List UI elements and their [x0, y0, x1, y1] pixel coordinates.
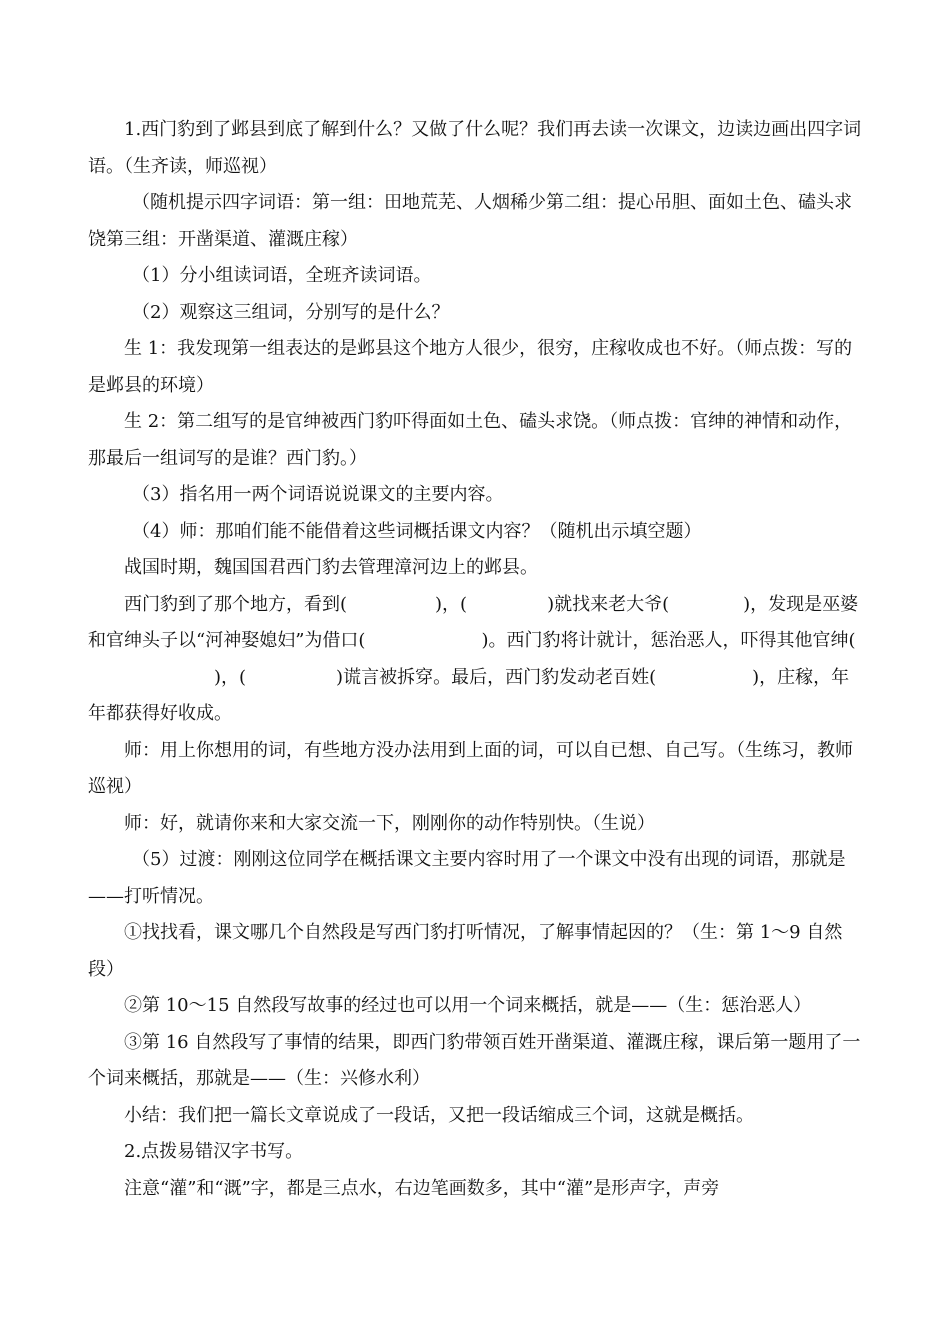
paragraph: （5）过渡：刚刚这位同学在概括课文主要内容时用了一个课文中没有出现的词语，那就是——打听情况。: [88, 849, 846, 907]
paragraph: 注意“灌”和“溉”字，都是三点水，右边笔画数多，其中“灌”是形声字，声旁: [124, 1177, 720, 1199]
paragraph: 小结：我们把一篇长文章说成了一段话，又把一段话缩成三个词，这就是概括。: [124, 1104, 754, 1126]
answer-blank: [669, 604, 743, 605]
fill-text: )，(: [435, 593, 468, 615]
paragraph: 2.点拨易错汉字书写。: [124, 1141, 304, 1162]
fill-text: )，庄稼，年年都获得好收成。: [88, 666, 850, 724]
answer-blank: [467, 604, 547, 605]
paragraph: 战国时期，魏国国君西门豹去管理漳河边上的邺县。: [124, 557, 538, 578]
answer-blank: [246, 677, 336, 678]
paragraph: 1.西门豹到了邺县到底了解到什么？又做了什么呢？我们再去读一次课文，边读边画出四字词语。（生齐读，师巡视）: [88, 119, 862, 177]
answer-blank: [347, 604, 435, 605]
paragraph: （1）分小组读词语，全班齐读词语。: [132, 265, 432, 286]
paragraph: ③第 16 自然段写了事情的结果，即西门豹带领百姓开凿渠道、灌溉庄稼，课后第一题用了一个词来概括，那就是——（生：兴修水利）: [88, 1031, 861, 1089]
fill-text: )，发现是巫婆和官绅头子以“河神娶媳妇”为借口(: [88, 593, 859, 651]
fill-text: 西门豹到了那个地方，看到(: [124, 593, 348, 615]
paragraph: 生 2：第二组写的是官绅被西门豹吓得面如土色、磕头求饶。（师点拨：官绅的神情和动作，那最后一组词写的是谁？西门豹。）: [88, 411, 853, 469]
paragraph: ②第 10～15 自然段写故事的经过也可以用一个词来概括，就是——（生：惩治恶人）: [124, 995, 812, 1016]
paragraph: （随机提示四字词语：第一组：田地荒芜、人烟稀少第二组：提心吊胆、面如土色、磕头求饶第三组：开凿渠道、灌溉庄稼）: [88, 192, 852, 250]
document-page: [88, 112, 862, 1207]
paragraph: ①找找看，课文哪几个自然段是写西门豹打听情况，了解事情起因的？（生：第 1～9 自然段）: [88, 922, 843, 980]
paragraph: 师：好，就请你来和大家交流一下，刚刚你的动作特别快。（生说）: [124, 812, 655, 834]
answer-blank: [365, 641, 481, 642]
paragraph: 生 1：我发现第一组表达的是邺县这个地方人很少，很穷，庄稼收成也不好。（师点拨：写的是邺县的环境）: [88, 338, 853, 396]
paragraph: （4）师：那咱们能不能借着这些词概括课文内容？（随机出示填空题）: [132, 520, 702, 542]
fill-text: )。西门豹将计就计，惩治恶人，吓得其他官绅(: [481, 630, 856, 651]
answer-blank: [656, 677, 752, 678]
fill-in-blank-paragraph: [88, 587, 862, 733]
fill-text: )，(: [214, 666, 247, 688]
fill-text: )谎言被拆穿。最后，西门豹发动老百姓(: [336, 666, 657, 688]
paragraph: （2）观察这三组词，分别写的是什么？: [132, 301, 450, 323]
paragraph: 师：用上你想用的词，有些地方没办法用到上面的词，可以自已想、自己写。（生练习，教师巡视）: [88, 739, 853, 797]
answer-blank: [88, 677, 214, 678]
paragraph: （3）指名用一两个词语说说课文的主要内容。: [132, 484, 504, 505]
fill-text: )就找来老大爷(: [547, 593, 670, 615]
